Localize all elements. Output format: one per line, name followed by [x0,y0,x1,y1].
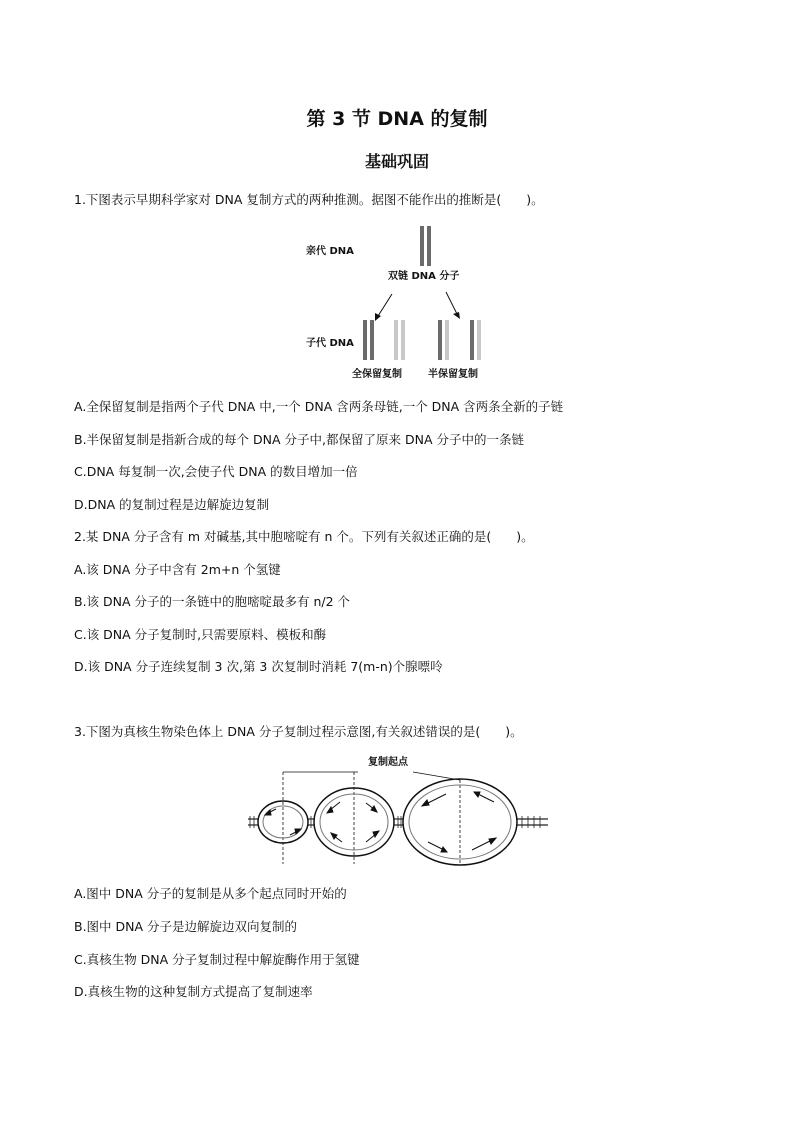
arrowhead-right [453,312,460,319]
parent-strand [427,226,431,266]
section-subtitle: 基础巩固 [364,152,429,171]
arrow-left [378,294,392,316]
parent-strand [420,226,424,266]
q2-option-d: D.该 DNA 分子连续复制 3 次,第 3 次复制时消耗 7(m-n)个腺嘌呤 [74,659,443,674]
semiconservative-label: 半保留复制 [428,369,478,380]
parent-dna-label: 亲代 DNA [306,246,354,257]
old-strand [363,320,367,360]
child-dna-label: 子代 DNA [306,338,354,349]
q1-option-d: D.DNA 的复制过程是边解旋边复制 [74,497,270,512]
q3-stem: 3.下图为真核生物染色体上 DNA 分子复制过程示意图,有关叙述错误的是( )。 [74,724,523,739]
replication-bubbles-diagram [248,758,548,872]
direction-arrows [265,792,496,852]
q3-option-a: A.图中 DNA 分子的复制是从多个起点同时开始的 [74,886,347,901]
old-strand [470,320,474,360]
q2-option-b: B.该 DNA 分子的一条链中的胞嘧啶最多有 n/2 个 [74,594,351,609]
q1-option-a: A.全保留复制是指两个子代 DNA 中,一个 DNA 含两条母链,一个 DNA 含两条全新的子链 [74,399,564,414]
q1-option-b: B.半保留复制是指新合成的每个 DNA 分子中,都保留了原来 DNA 分子中的一条链 [74,432,524,447]
old-strand [438,320,442,360]
conservative-label: 全保留复制 [352,369,402,380]
origin-label: 复制起点 [368,757,408,768]
replication-model-diagram [340,222,540,362]
q2-stem: 2.某 DNA 分子含有 m 对碱基,其中胞嘧啶有 n 个。下列有关叙述正确的是( )。 [74,529,534,544]
new-strand [477,320,481,360]
arrow-right [446,292,457,314]
new-strand [401,320,405,360]
new-strand [394,320,398,360]
q3-option-d: D.真核生物的这种复制方式提高了复制速率 [74,984,313,999]
q1-option-c: C.DNA 每复制一次,会使子代 DNA 的数目增加一倍 [74,464,358,479]
q2-option-a: A.该 DNA 分子中含有 2m+n 个氢键 [74,562,281,577]
double-strand-label: 双链 DNA 分子 [388,271,460,282]
page-title: 第 3 节 DNA 的复制 [306,108,488,130]
q2-option-c: C.该 DNA 分子复制时,只需要原料、模板和酶 [74,627,327,642]
new-strand [445,320,449,360]
q3-option-b: B.图中 DNA 分子是边解旋边双向复制的 [74,919,298,934]
arrowhead-left [375,313,381,321]
q3-option-c: C.真核生物 DNA 分子复制过程中解旋酶作用于氢键 [74,952,360,967]
old-strand [370,320,374,360]
q1-stem: 1.下图表示早期科学家对 DNA 复制方式的两种推测。据图不能作出的推断是( )。 [74,192,544,207]
base-pair-ticks [250,816,540,828]
